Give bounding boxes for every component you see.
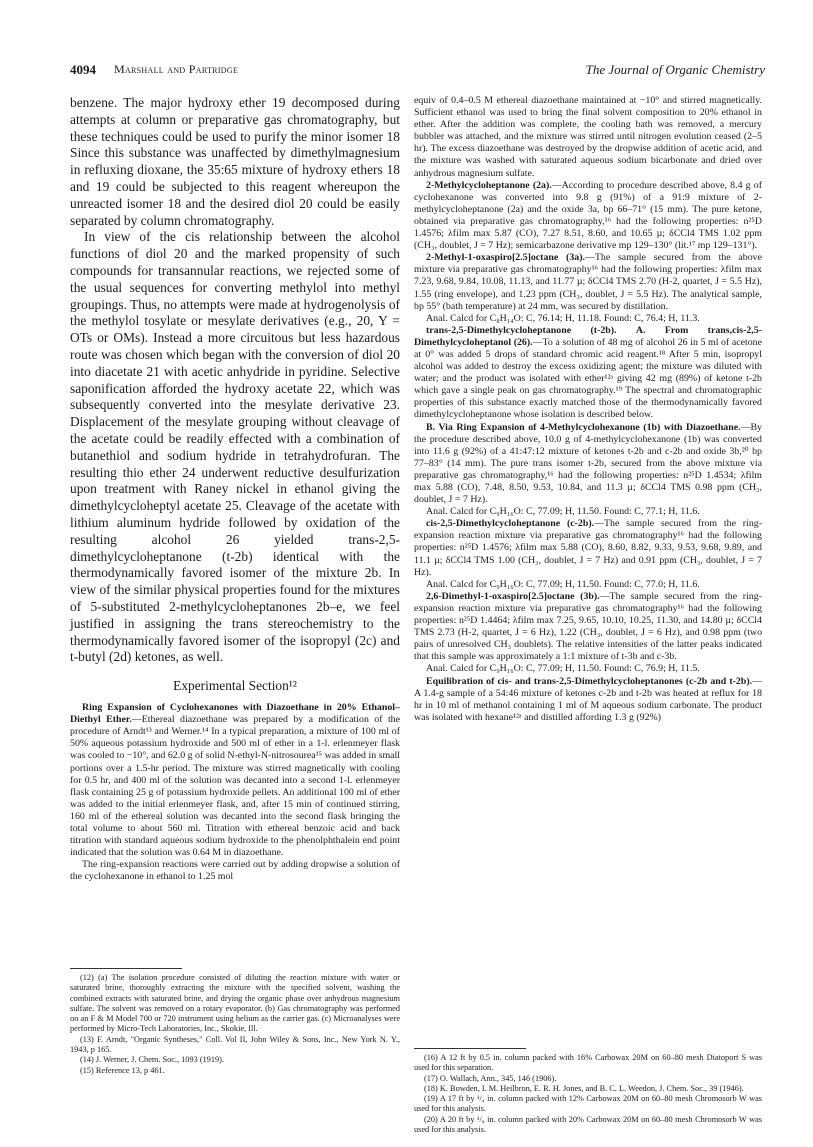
- compound-heading-t2b: trans-2,5-Dimethylcycloheptanone (t-2b).: [426, 324, 617, 336]
- analysis-3a: Anal. Calcd for C₈H₁₄O: C, 76.14; H, 11.18. Found: C, 76.4; H, 11.3.: [426, 312, 700, 324]
- right-paragraph-c2b: [414, 518, 762, 578]
- compound-text-3b: —The sample secured from the ring-expansion reaction mixture via preparative gas chromatography¹⁶ had the following properties: n²⁵D 1.4464; λfilm max 7.25, 9.65, 10.10, 10.25, 11.30, and 14.80 µ; δCCl4 TMS 2.73 (H-2, quartet, J = 6 Hz), 1.22 (CH₃, doublet, J = 6 Hz), and 0.98 ppm (two pairs of unresolved CH₃ doublets). The relative intensities of the latter peaks indicated that this sample was approximately a 1:1 mixture of t-3b and c-3b.: [414, 590, 762, 663]
- equilibration-text: —A 1.4-g sample of a 54:46 mixture of ketones c-2b and t-2b was heated at reflux for 18 hr in 10 ml of methanol containing 1 ml of M aqueous sodium carbonate. The product was isolated with hexane¹²ᵃ and distilled affording 1.3 g (92%): [414, 675, 762, 723]
- footnote-13: (13) F. Arndt, "Organic Syntheses," Coll. Vol II, John Wiley & Sons, Inc., New York N. Y., 1943, p 165.: [70, 1034, 400, 1055]
- footnote-19: (19) A 17 ft by ¹/₄ in. column packed with 12% Carbowax 20M on 60–80 mesh Chromosorb W was used for this analysis.: [414, 1094, 762, 1114]
- footnote-14: (14) J. Werner, J. Chem. Soc., 1093 (1919).: [80, 1055, 225, 1065]
- compound-text-t2b: —To a solution of 48 mg of alcohol 26 in 5 ml of acetone at 0° was added 5 drops of standard chromic acid reagent.¹⁸ After 5 min, isopropyl alcohol was added to destroy the excess oxidizing agent; the mixture was diluted with water; and the product was isolated with ether¹²ᵃ giving 42 mg (89%) of ketone t-2b which gave a single peak on gas chromatography.¹⁹ The spectral and chromatographic properties of this substance exactly matched those of the thermodynamically favored dimethylcycloheptanone whose isolation is described below.: [414, 336, 762, 421]
- footnote-15: (15) Reference 13, p 461.: [80, 1065, 165, 1075]
- compound-text-2a: —According to procedure described above, 8.4 g of cyclohexanone was converted into 9.8 g (91%) of a 91:9 mixture of 2-methylcycloheptanone (2a) and the oxide 3a, bp 66–71° (15 mm). The pure ketone, obtained via preparative gas chromatography,¹⁶ had the following properties: n²⁵D 1.4576; λfilm max 5.87 (CO), 7.27 8.51, 8.60, and 10.65 µ; δCCl4 TMS 1.02 ppm (CH₃, doublet, J = 7 Hz); semicarbazone derivative mp 129–130° (lit.¹⁷ mp 129–131°).: [414, 179, 763, 252]
- experimental-paragraph-2: The ring-expansion reactions were carried out by adding dropwise a solution of the cyclohexanone in ethanol to 1.25 mol: [70, 859, 400, 883]
- page-number: 4094: [70, 62, 96, 77]
- footnote-divider: [414, 1048, 526, 1049]
- experimental-paragraph-1: [70, 702, 400, 859]
- compound-text-3a: —The sample secured from the above mixture via preparative gas chromatography¹⁶ had the following properties: λfilm max 7.23, 9.68, 9.84, 10.08, 11.13, and 11.77 µ; δCCl4 TMS 2.70 (H-2, quartet, J = 5.5 Hz), 1.55 (ring envelope), and 1.23 ppm (CH₃, doublet, J = 5.5 Hz). The analytical sample, bp 55° (bath temperature) at 24 mm, was secured by distillation.: [414, 252, 762, 312]
- method-b-text: —By the procedure described above, 10.0 g of 4-methylcyclohexanone (1b) was converted into 11.6 g (92%) of a 41:47:12 mixture of ketones t-2b and c-2b and oxide 3b,²⁰ bp 77–83° (14 mm). The pure trans isomer t-2b, secured from the above mixture via preparative gas chromatography,¹⁶ had the following properties: n²⁵D 1.4534; λfilm max 5.88 (CO), 7.48, 8.50, 9.53, 10.84, and 11.3 µ; δCCl4 TMS 0.98 ppm (CH₃, doublet, J = 7 Hz).: [414, 421, 762, 506]
- footnote-18: (18) K. Bowden, I. M. Heilbron, E. R. H. Jones, and B. C. L. Weedon, J. Chem. Soc., 39 (1946).: [424, 1083, 744, 1093]
- experimental-text-1: —Ethereal diazoethane was prepared by a modification of the procedure of Arndt¹³ and Werner.¹⁴ In a typical preparation, a mixture of 100 ml of 50% aqueous potassium hydroxide and 500 ml of ether in a 1-l. erlenmeyer flask was cooled to −10°, and 62.0 g of solid N-ethyl-N-nitrosourea¹⁵ was added in small portions over a 1.5-hr period. The mixture was stirred magnetically with cooling for 0.5 hr, and 400 ml of the solution was decanted into a second 1-l. erlenmeyer flask containing 25 g of potassium hydroxide pellets. An additional 100 ml of ether was added to the initial erlenmeyer flask, and, after 15 min of continued stirring, 160 ml of the ethereal solution was decanted into the second flask bringing the total volume to about 560 ml. Titration with ethereal benzoic acid and back titration with standard aqueous sodium hydroxide to the phenolphthalein end point indicated that the solution was 0.64 M in diazoethane.: [70, 714, 401, 859]
- compound-heading-c2b: cis-2,5-Dimethylcycloheptanone (c-2b).: [426, 518, 595, 530]
- right-paragraph-method-b: [414, 422, 762, 507]
- right-paragraph-t2b: [414, 325, 762, 422]
- right-paragraph-1: equiv of 0.4–0.5 M ethereal diazoethane maintained at −10° and stirred magnetically. Sufficient ethanol was used to bring the final solvent composition to 20% ethanol in ether. After the addition was complete, the cooling bath was removed, a mercury bubbler was attached, and the mixture was stirred until nitrogen evolution ceased (2–5 hr). The excess diazoethane was destroyed by the dropwise addition of acetic acid, and the mixture was washed with saturated aqueous sodium bicarbonate and dried over anhydrous magnesium sulfate.: [414, 95, 762, 179]
- right-paragraph-2a: [414, 180, 762, 253]
- right-paragraph-equilibration: [414, 676, 762, 724]
- experimental-heading-1: Ring Expansion of Cyclohexanones with Diazoethane in 20% Ethanol–Diethyl Ether.: [70, 702, 400, 726]
- footnote-17: (17) O. Wallach, Ann., 345, 146 (1906).: [424, 1073, 557, 1083]
- right-footnotes: [414, 1038, 762, 1135]
- method-a-heading: A. From trans,cis-2,5-Dimethylcycloheptanol (26).: [414, 324, 762, 348]
- footnote-16: (16) A 12 ft by 0.5 in. column packed with 16% Carbowax 20M on 60–80 mesh Diatoport S was used for this separation.: [414, 1053, 762, 1073]
- footnote-divider: [70, 968, 182, 969]
- method-b-heading: B. Via Ring Expansion of 4-Methylcyclohexanone (1b) with Diazoethane.: [426, 421, 741, 433]
- footnote-12: (12) (a) The isolation procedure consisted of diluting the reaction mixture with water or saturated brine, thoroughly extracting the mixture with the specified solvent, washing the combined extracts with saturated brine, and drying the organic phase over anhydrous magnesium sulfate. The solvent was removed on a rotary evaporator. (b) Gas chromatography was performed on an F & M Model 700 or 720 instrument using helium as the carrier gas. (c) Microanalyses were performed by Micro-Tech Laboratories, Inc., Skokie, Ill.: [70, 973, 400, 1034]
- right-column: [414, 95, 762, 724]
- body-paragraph-2: In view of the cis relationship between the alcohol functions of diol 20 and the marked propensity of such compounds for transannular reactions, we rejected some of the usual sequences for converting methylol into methyl groupings. Thus, no attempts were made at hydrogenolysis of the methylol tosylate or mesylate derivatives (e.g., 20, Y = OTs or OMs). Instead a more circuitous but less hazardous route was chosen which began with the conversion of diol 20 into diacetate 21 with acetic anhydride in pyridine. Selective saponification afforded the hydroxy acetate 22, which was subsequently converted into the mesylate derivative 23. Displacement of the mesylate grouping without cleavage of the acetate could be readily effected with a combination of butanethiol and sodium hydride in tetrahydrofuran. The resulting thio ether 24 underwent reductive desulfurization upon treatment with Raney nickel in ethanol giving the dimethylcycloheptyl acetate 25. Cleavage of the acetate with lithium aluminum hydride followed by oxidation of the resulting alcohol 26 yielded trans-2,5-dimethylcycloheptanone (t-2b) identical with the thermodynamically favored isomer of the mixture 2b. In view of the similar physical properties found for the mixtures of 5-substituted 2-methylcycloheptanones 2b–e, we feel justified in assigning the trans stereochemistry to the thermodynamically favored isomer of the isopropyl (2c) and t-butyl (2d) ketones, as well.: [70, 229, 400, 665]
- body-paragraph-1: benzene. The major hydroxy ether 19 decomposed during attempts at column or preparative gas chromatography, but these techniques could be used to purify the minor isomer 18 Since this substance was unaffected by dimethylmagnesium in refluxing dioxane, the 35:65 mixture of hydroxy ethers 18 and 19 could be subjected to this reagent whereupon the unreacted isomer 18 and the desired diol 20 could be easily separated by column chromatography.: [70, 95, 400, 228]
- left-footnotes: [70, 958, 400, 1076]
- analysis-c2b: Anal. Calcd for C₉H₁₆O: C, 77.09; H, 11.50. Found: C, 77.0; H, 11.6.: [426, 578, 700, 590]
- compound-heading-3b: 2,6-Dimethyl-1-oxaspiro[2.5]octane (3b).: [426, 590, 600, 602]
- section-heading: Experimental Section¹²: [173, 678, 297, 694]
- footnote-20: (20) A 20 ft by ¹/₈ in. column packed with 20% Carbowax 20M on 60–80 mesh Chromosorb W was used for this analysis.: [414, 1114, 762, 1135]
- equilibration-heading: Equilibration of cis- and trans-2,5-Dimethylcycloheptanones (c-2b and t-2b).: [426, 675, 753, 687]
- compound-heading-3a: 2-Methyl-1-oxaspiro[2.5]octane (3a).: [426, 252, 585, 264]
- analysis-3b: Anal. Calcd for C₉H₁₆O: C, 77.09; H, 11.50. Found: C, 76.9; H, 11.5.: [426, 663, 700, 675]
- compound-text-c2b: —The sample secured from the ring-expansion reaction mixture via preparative gas chromatography¹⁶ had the following properties: n²⁵D 1.4576; λfilm max 5.88 (CO), 8.60, 8.82, 9.33, 9.53, 9.68, 9.89, and 11.1 µ; δCCl4 TMS 1.00 (CH₃, doublet, J = 7 Hz) and 0.91 ppm (CH₃, doublet, J = 7 Hz).: [414, 518, 763, 578]
- page-header: [70, 62, 765, 82]
- journal-title: The Journal of Organic Chemistry: [585, 62, 765, 77]
- compound-heading-2a: 2-Methylcycloheptanone (2a).: [426, 179, 552, 191]
- running-authors: Marshall and Partridge: [114, 62, 239, 76]
- left-column: [70, 95, 400, 884]
- right-paragraph-3a: [414, 252, 762, 312]
- analysis-t2b: Anal. Calcd for C₉H₁₆O: C, 77.09; H, 11.50. Found: C, 77.1; H, 11.6.: [426, 506, 700, 518]
- right-paragraph-3b: [414, 591, 762, 664]
